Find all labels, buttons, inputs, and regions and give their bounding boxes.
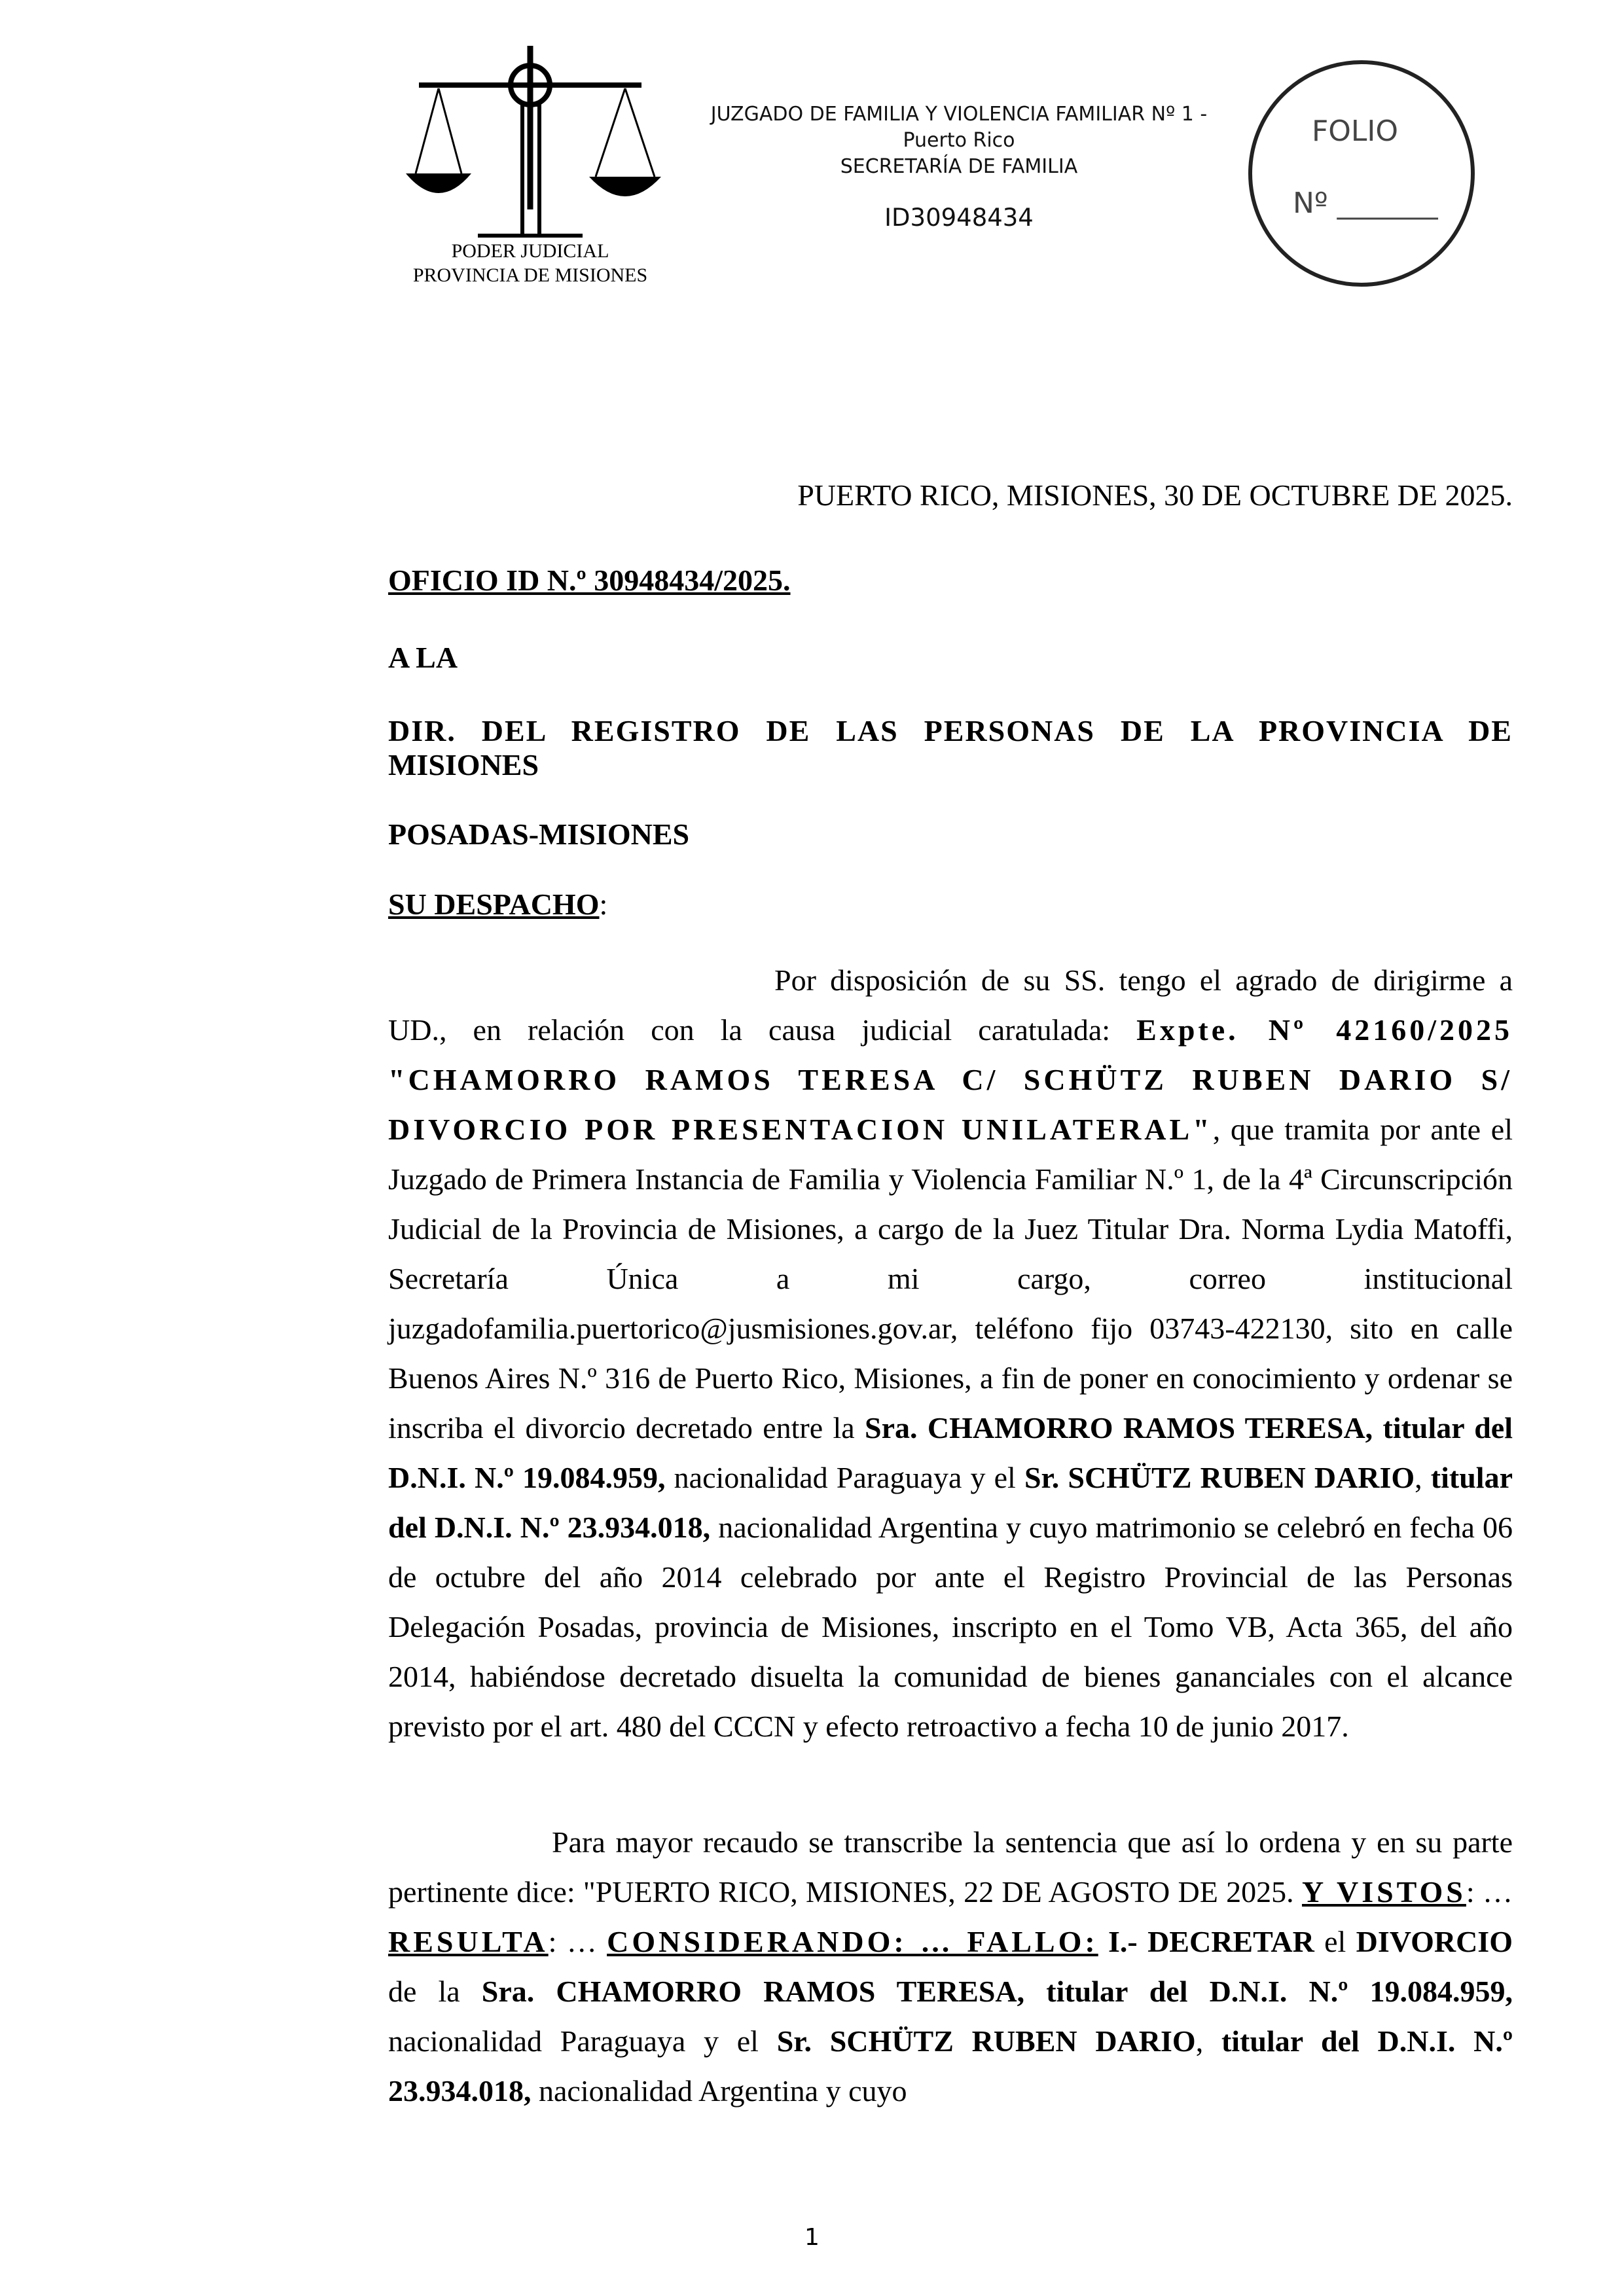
court-header <box>700 101 1218 231</box>
seal-text-line2: PROVINCIA DE MISIONES <box>412 264 648 286</box>
folio-number-label: Nº _______ <box>1293 187 1438 220</box>
page-number: 1 <box>804 2224 820 2251</box>
court-secretariat: SECRETARÍA DE FAMILIA <box>840 155 1078 178</box>
su-despacho: SU DESPACHO: <box>388 888 608 921</box>
court-name-line1: JUZGADO DE FAMILIA Y VIOLENCIA FAMILIAR Nº 1 - <box>710 103 1208 126</box>
folio-stamp <box>1240 52 1483 295</box>
party-2: Sr. SCHÜTZ RUBEN DARIO <box>1024 1461 1415 1494</box>
document-id: ID30948434 <box>884 204 1034 232</box>
folio-label: FOLIO <box>1311 115 1399 148</box>
recipient-to: A LA <box>388 641 458 674</box>
seal-text-line1: PODER JUDICIAL <box>451 240 609 262</box>
court-name-line2: Puerto Rico <box>903 129 1015 152</box>
party-2-id: titular del D.N.I. N.º 23.934.018, <box>388 1461 1513 1544</box>
judicial-seal-logo <box>399 36 687 298</box>
oficio-id: OFICIO ID N.º 30948434/2025. <box>388 564 791 597</box>
document-date: PUERTO RICO, MISIONES, 30 DE OCTUBRE DE 2025. <box>797 478 1513 512</box>
recipient-line2: MISIONES <box>388 748 539 781</box>
party-1: Sra. CHAMORRO RAMOS TERESA, titular del D.N.I. N.º 19.084.959, <box>388 1411 1513 1494</box>
recipient-city: POSADAS-MISIONES <box>388 817 690 851</box>
body-paragraph-2: Para mayor recaudo se transcribe la sentencia que así lo ordena y en su parte pertinente dice: "PUERTO RICO, MISIONES, 22 DE AGOSTO DE 2025. Y VISTOS: … RESULTA: … CONSIDERANDO: … FALLO: I.- DECRETAR el DIVORCIO de la Sra. CHAMORRO RAMOS TERESA, titular del D.N.I. N.º 19.084.959, nacionalidad Paraguaya y el Sr. SCHÜTZ RUBEN DARIO, titular del D.N.I. N.º 23.934.018, nacionalidad Argentina y cuyo <box>388 1825 1513 2108</box>
body-paragraph-1: Por disposición de su SS. tengo el agrado de dirigirme a UD., en relación con la causa judicial caratulada: Expte. Nº 42160/2025 "CHAMORRO RAMOS TERESA C/ SCHÜTZ RUBEN DARIO S/ DIVORCIO POR PRESENTACION UNILATERAL", que tramita por ante el Juzgado de Primera Instancia de Familia y Violencia Familiar N.º 1, de la 4ª Circunscripción Judicial de la Provincia de Misiones, a cargo de la Juez Titular Dra. Norma Lydia Matoffi, Secretaría Única a mi cargo, correo institucional juzgadofamilia.puertorico@jusmisiones.gov.ar, teléfono fijo 03743-422130, sito en calle Buenos Aires N.º 316 de Puerto Rico, Misiones, a fin de poner en conocimiento y ordenar se inscriba el divorcio decretado entre la Sra. CHAMORRO RAMOS TERESA, titular del D.N.I. N.º 19.084.959, nacionalidad Paraguaya y el Sr. SCHÜTZ RUBEN DARIO, titular del D.N.I. N.º 23.934.018, nacionalidad Argentina y cuyo matrimonio se celebró en fecha 06 de octubre del año 2014 celebrado por ante el Registro Provincial de las Personas Delegación Posadas, provincia de Misiones, inscripto en el Tomo VB, Acta 365, del año 2014, habiéndose decretado disuelta la comunidad de bienes gananciales con el alcance previsto por el art. 480 del CCCN y efecto retroactivo a fecha 10 de junio 2017. <box>388 963 1513 1743</box>
case-title: Expte. Nº 42160/2025 "CHAMORRO RAMOS TERESA C/ SCHÜTZ RUBEN DARIO S/ DIVORCIO POR PRESENTACION UNILATERAL" <box>388 1013 1513 1146</box>
scales-of-justice-icon <box>399 36 687 298</box>
recipient-line1: DIR. DEL REGISTRO DE LAS PERSONAS DE LA PROVINCIA DE <box>388 714 1513 747</box>
